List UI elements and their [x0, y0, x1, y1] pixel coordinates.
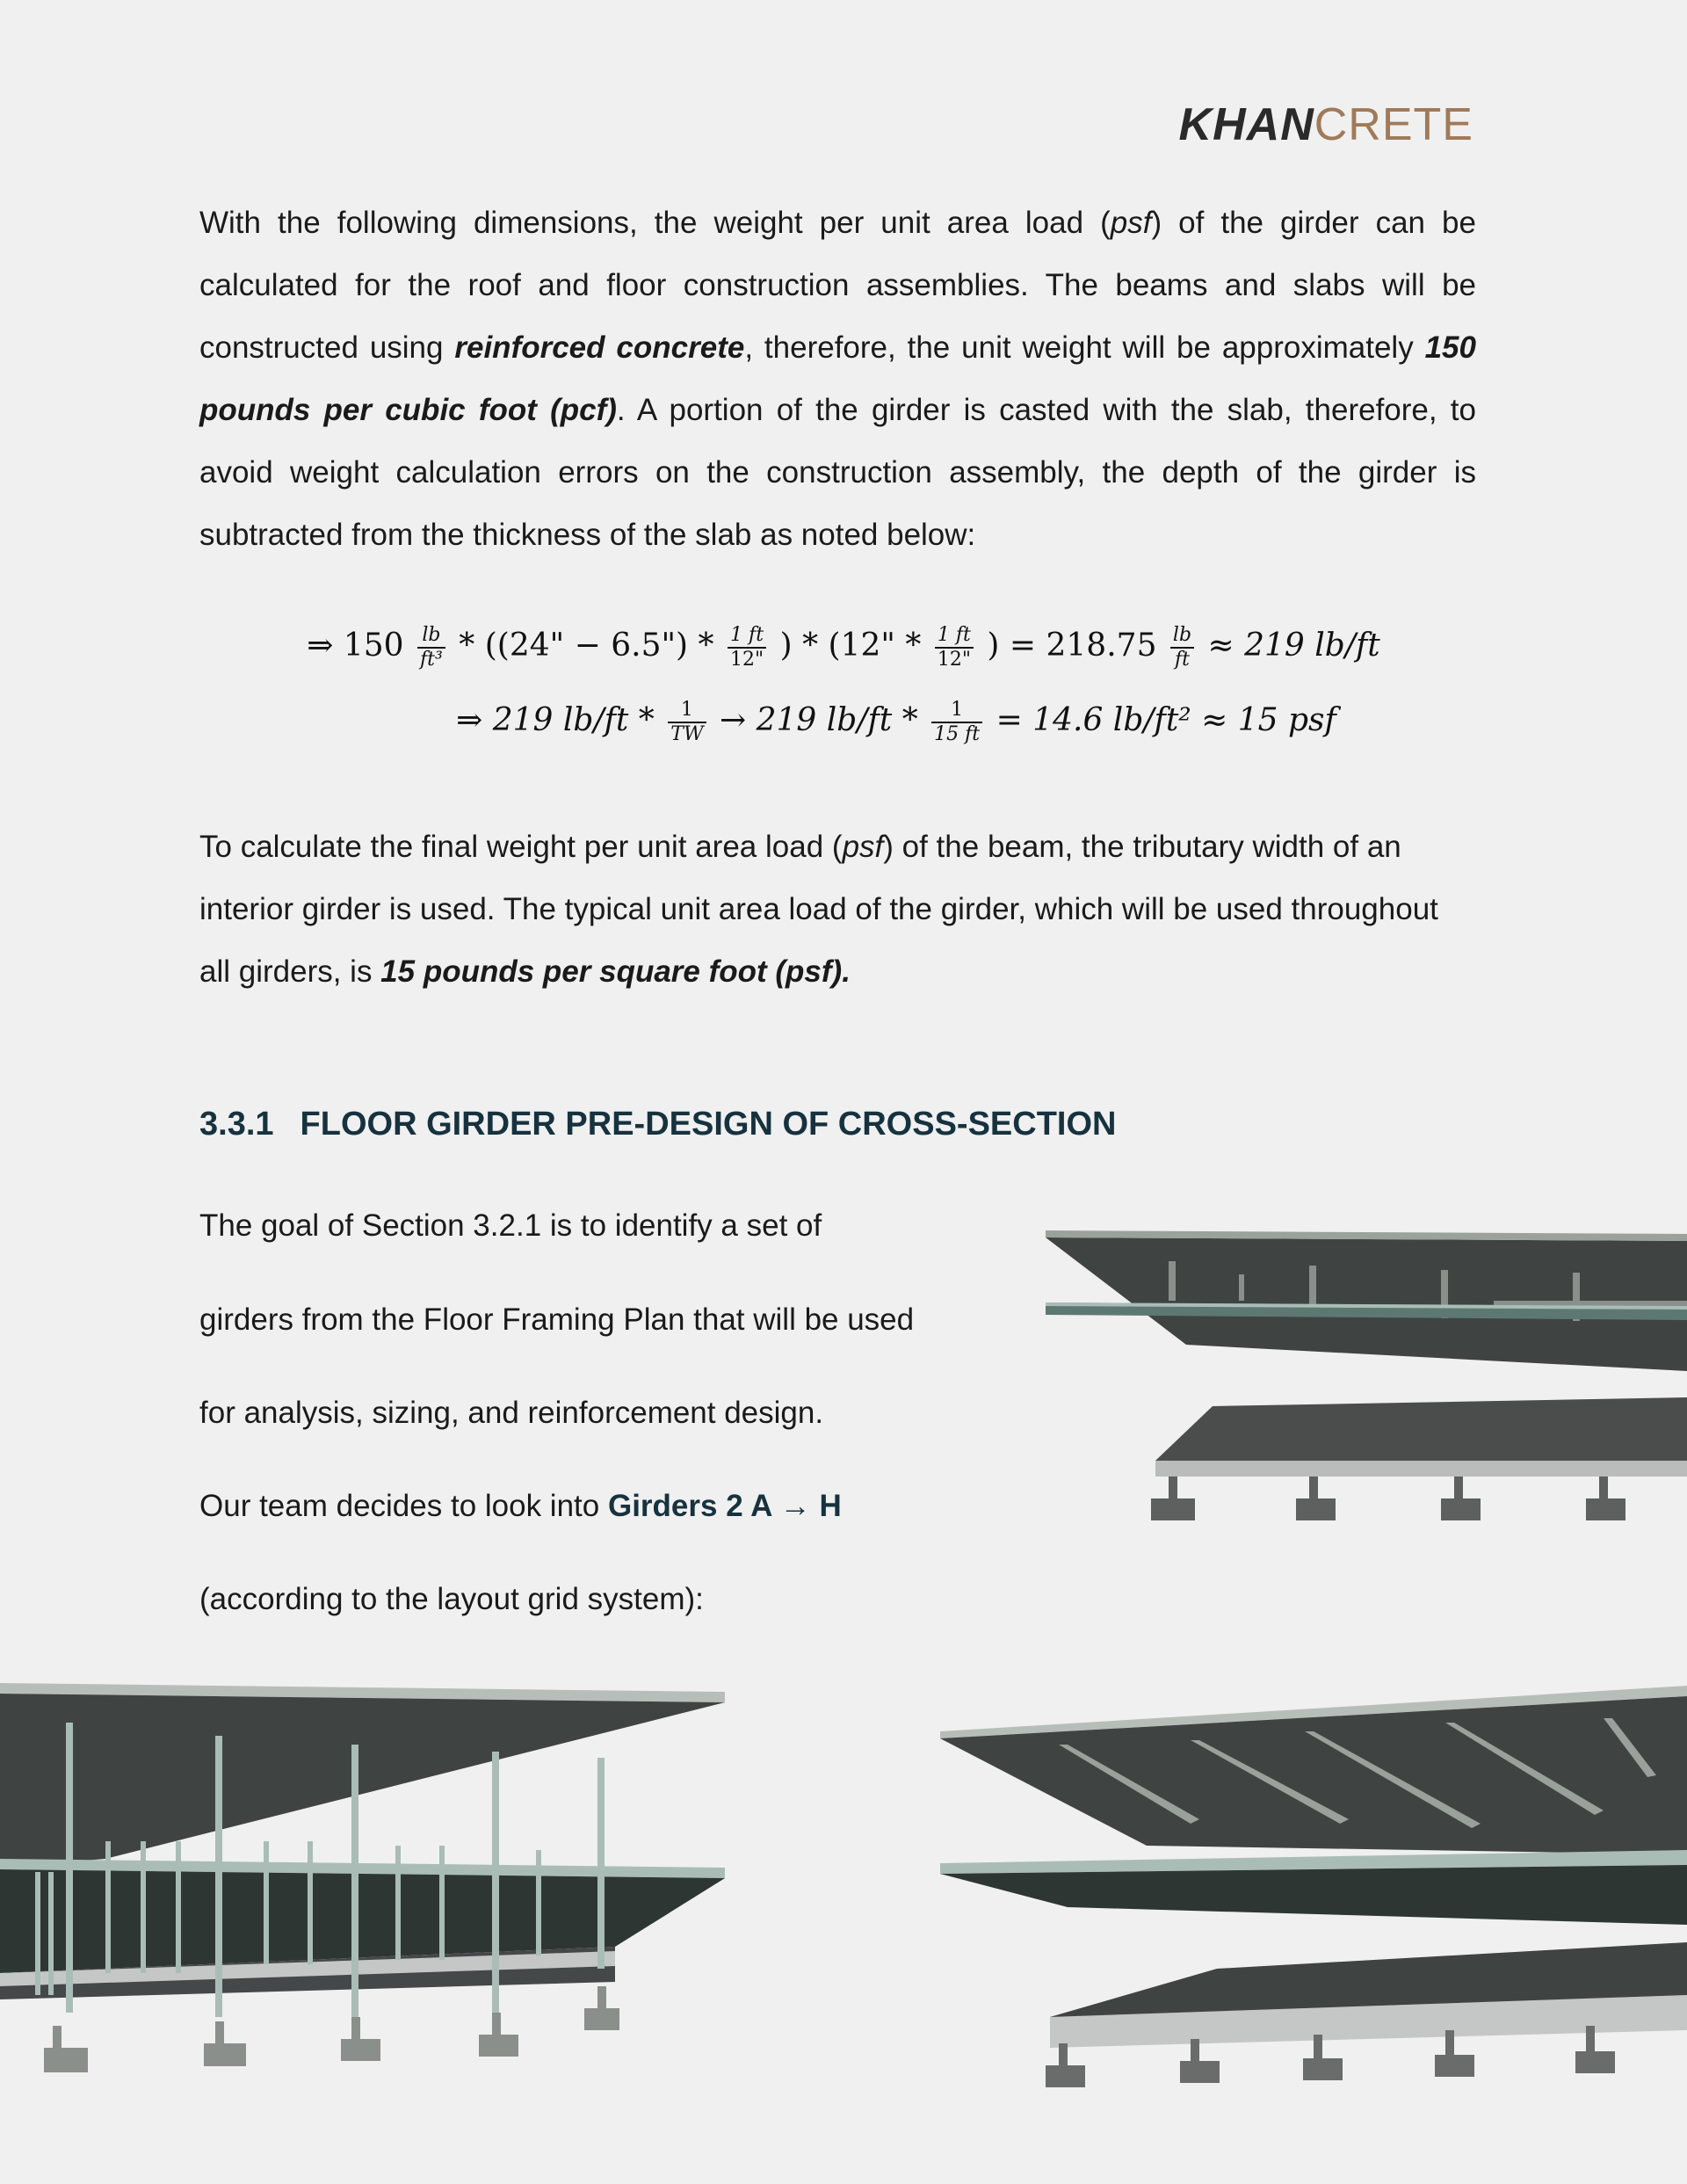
equation-girder-weight: ⇒ 150 $\frac{lb}{\text{ft³}}$ * ((24" − 6.5") * $\frac{1 ft}{12"}$ ) * (12" * $\frac{1 ft}{12"}$ ) = 218.75 $\frac{lb}{ft}$ ≈ 219 lb/ft [307, 624, 1380, 671]
exploded-floors-illustration [936, 1679, 1687, 2101]
exploded-assembly-illustration [1037, 1222, 1687, 1626]
brand-logo: KHANCRETE [1178, 99, 1473, 150]
frame-footings [44, 1986, 619, 2072]
side-text-line-4: Our team decides to look into Girders 2 A → H [199, 1489, 842, 1523]
side-text-line-1: The goal of Section 3.2.1 is to identify a set of [199, 1208, 822, 1243]
intro-paragraph: With the following dimensions, the weight per unit area load (psf) of the girder can be calculated for the roof and floor construction assemblies. The beams and slabs will be constructed using reinforced concrete, therefore, the unit weight will be approximately 150 pounds per cubic foot (pcf). A portion of the girder is casted with the slab, therefore, to avoid weight calculation errors on the construction assembly, the depth of the girder is subtracted from the thickness of the slab as noted below: [199, 206, 1476, 552]
footings [1151, 1477, 1625, 1520]
section-heading: 3.3.1 FLOOR GIRDER PRE-DESIGN OF CROSS-SECTION [199, 1106, 1117, 1143]
side-text-line-5: (according to the layout grid system): [199, 1582, 704, 1616]
building-frame-illustration [0, 1683, 729, 2105]
side-text-line-3: for analysis, sizing, and reinforcement design. [199, 1396, 824, 1430]
side-text-line-2: girders from the Floor Framing Plan that will be used [199, 1302, 915, 1337]
equation-area-load: ⇒ 219 lb/ft * $\frac{1}{TW}$ → 219 lb/ft * $\frac{1}{15 ft}$ = 14.6 lb/ft² ≈ 15 psf [456, 699, 1336, 745]
tributary-paragraph: To calculate the final weight per unit area load (psf) of the beam, the tributary width of an interior girder is used. The typical unit area load of the girder, which will be used throughout all girders, is 15 pounds per square foot (psf). [199, 830, 1438, 989]
